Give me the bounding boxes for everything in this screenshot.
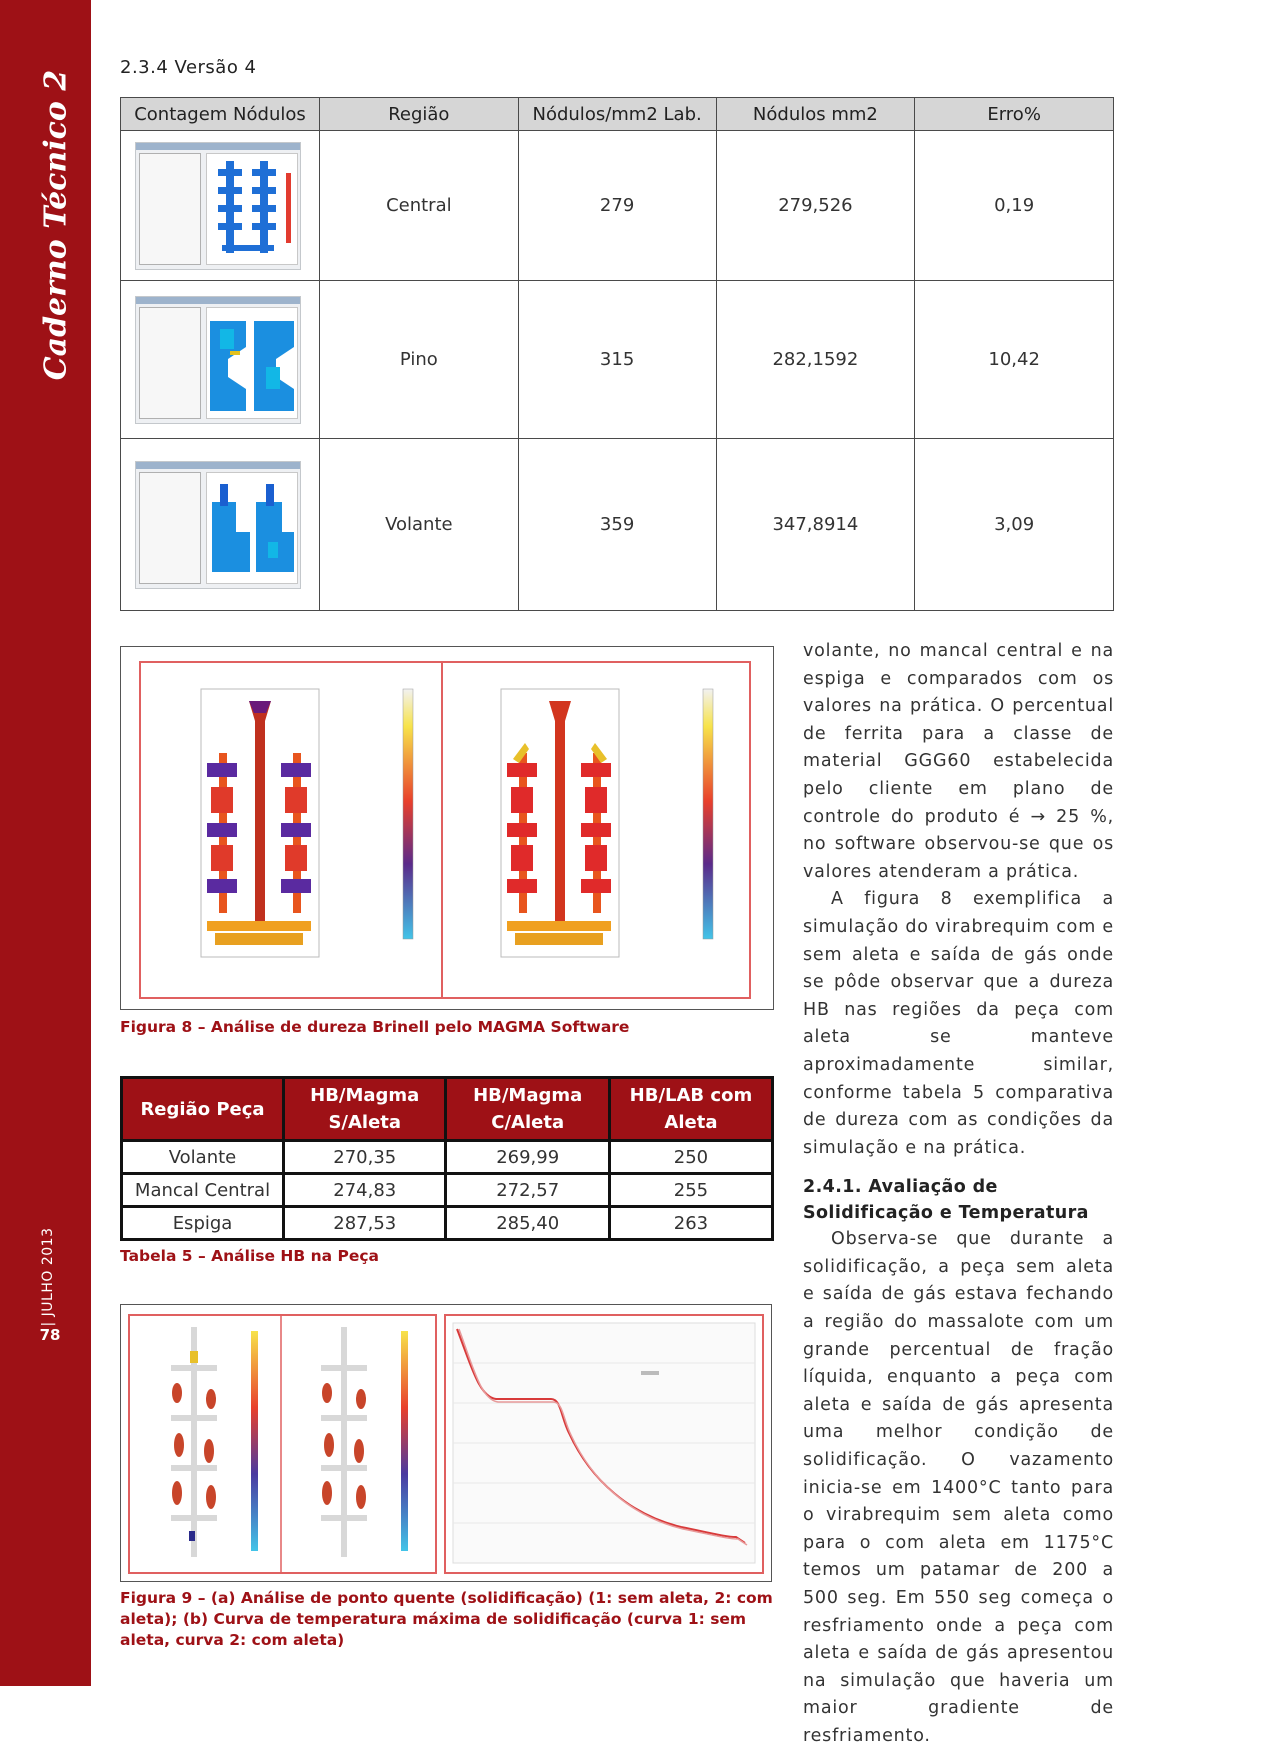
header-cell: HB/LAB com Aleta [609,1078,772,1141]
issue-date: | JULHO 2013 [40,1227,56,1327]
figure-8-caption: Figura 8 – Análise de dureza Brinell pelo MAGMA Software [120,1018,630,1036]
crankshaft-with-fin [507,701,611,945]
lab-value-cell: 315 [518,281,716,439]
table-cell: 287,53 [284,1207,446,1240]
table-row [121,281,1114,439]
software-value-cell: 282,1592 [716,281,915,439]
body-paragraph: volante, no mancal central e na espiga e comparados com os valores na prática. O percentual de ferrita para a classe de material GGG60 estabelecida pelo cliente em plano de controle do produto é → 25 %, no software observou-se que os valores atenderam a prática. [803,641,1114,882]
table-cell: 269,99 [446,1141,609,1174]
page-number: 78 [39,1326,61,1344]
header-cell: Região Peça [122,1078,284,1141]
header-cell: HB/Magma C/Aleta [446,1078,609,1141]
section-title: Caderno Técnico 2 [38,69,74,381]
error-cell: 0,19 [915,131,1114,281]
region-cell: Volante [319,439,518,611]
body-paragraph: A figura 8 exemplifica a simulação do virabrequim com e sem aleta e saída de gás onde se pôde observar que a dureza HB nas regiões da peça com aleta se manteve aproximadamente similar, conforme tabela 5 comparativa de dureza com as condições da simulação e na prática. [803,889,1114,1158]
table-5-caption: Tabela 5 – Análise HB na Peça [120,1247,379,1265]
region-cell: Central [319,131,518,281]
table-header-row [122,1078,773,1141]
sidebar-band [0,0,91,1686]
section-heading: 2.3.4 Versão 4 [120,57,257,78]
body-paragraph: Observa-se que durante a solidificação, a peça sem aleta e saída de gás estava fechando a região do massalote com um grande percentual de fração líquida, enquanto a peça com aleta e saída de gás apresenta uma melhor condição de solidificação. O vazamento inicia-se em 1400°C tanto para o virabrequim sem aleta como para o com aleta em 1175°C temos um patamar de 200 a 500 seg. Em 550 seg começa o resfriamento onde a peça com aleta e saída de gás apresentou na simulação que haveria um maior gradiente de resfriamento. [803,1229,1114,1746]
table-row [121,131,1114,281]
region-cell: Pino [319,281,518,439]
subsection-heading: 2.4.1. Avaliação de Solidificação e Temperatura [803,1177,1089,1224]
table-cell: 272,57 [446,1174,609,1207]
table-row [122,1207,773,1240]
body-text-column [803,638,1114,1751]
table-cell: 285,40 [446,1207,609,1240]
header-cell: Região [319,98,518,131]
table-cell: 250 [609,1141,772,1174]
table-cell: 255 [609,1174,772,1207]
error-cell: 10,42 [915,281,1114,439]
error-cell: 3,09 [915,439,1114,611]
software-screenshot-thumbnail [135,142,301,270]
header-cell: HB/Magma S/Aleta [284,1078,446,1141]
table-cell: Espiga [122,1207,284,1240]
table-header-row [121,98,1114,131]
figure-8-hardness-simulation [120,646,774,1010]
software-value-cell: 279,526 [716,131,915,281]
lab-value-cell: 279 [518,131,716,281]
table-row [121,439,1114,611]
table-cell: 270,35 [284,1141,446,1174]
nodule-table [120,97,1114,611]
software-screenshot-thumbnail [135,461,301,589]
temperature-curve-panel [445,1315,763,1573]
table-cell: Volante [122,1141,284,1174]
header-cell: Nódulos/mm2 Lab. [518,98,716,131]
hardness-table [120,1076,774,1241]
table-cell: Mancal Central [122,1174,284,1207]
software-screenshot-thumbnail [135,296,301,424]
hot-spot-panel [129,1315,436,1573]
header-cell: Erro% [915,98,1114,131]
header-cell: Nódulos mm2 [716,98,915,131]
table-cell: 263 [609,1207,772,1240]
table-cell: 274,83 [284,1174,446,1207]
header-cell: Contagem Nódulos [121,98,320,131]
figure-9-caption: Figura 9 – (a) Análise de ponto quente (solidificação) (1: sem aleta, 2: com aleta); (b) Curva de temperatura máxima de solidificação (curva 1: sem aleta, curva 2: com aleta) [120,1589,773,1649]
software-value-cell: 347,8914 [716,439,915,611]
lab-value-cell: 359 [518,439,716,611]
table-row [122,1141,773,1174]
figure-9-solidification [120,1304,772,1582]
crankshaft-without-fin [207,701,311,945]
table-row [122,1174,773,1207]
